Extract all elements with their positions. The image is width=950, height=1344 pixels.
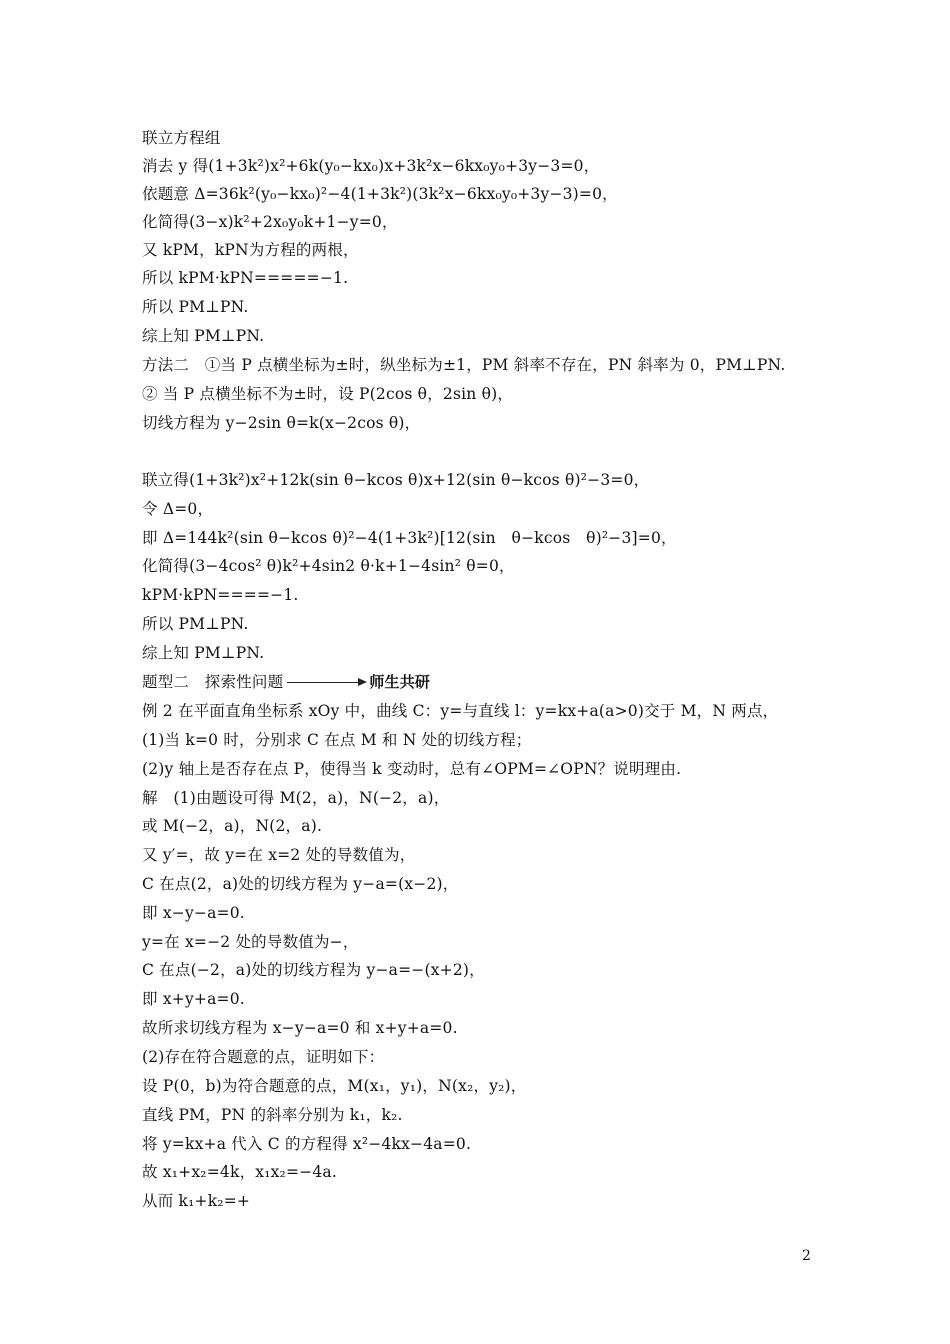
section-heading <box>142 672 430 692</box>
text-line: 方法二 ①当 P 点横坐标为±时，纵坐标为±1，PM 斜率不存在，PN 斜率为 0，PM⊥PN. <box>142 356 786 374</box>
text-line: (1)当 k=0 时，分别求 C 在点 M 和 N 处的切线方程； <box>142 731 532 749</box>
text-line: 故所求切线方程为 x−y−a=0 和 x+y+a=0. <box>142 1019 458 1037</box>
text-line: 又 y′=，故 y=在 x=2 处的导数值为， <box>142 846 416 864</box>
text-line: 所以 kPM·kPN=====−1. <box>142 269 349 287</box>
text-line: 设 P(0，b)为符合题意的点，M(x₁，y₁)，N(x₂，y₂)， <box>142 1077 527 1095</box>
text-line: 综上知 PM⊥PN. <box>142 644 265 662</box>
text-line: 直线 PM，PN 的斜率分别为 k₁，k₂. <box>142 1106 403 1124</box>
text-line: 或 M(−2，a)，N(2，a). <box>142 817 323 835</box>
text-line: 依题意 Δ=36k²(y₀−kx₀)²−4(1+3k²)(3k²x−6kx₀y₀+3y−3)=0， <box>142 185 618 203</box>
text-line: 综上知 PM⊥PN. <box>142 327 265 345</box>
text-line: 解 (1)由题设可得 M(2，a)，N(−2，a)， <box>142 789 450 807</box>
text-line: 例 2 在平面直角坐标系 xOy 中，曲线 C：y=与直线 l：y=kx+a(a>0)交于 M，N 两点， <box>142 702 779 720</box>
text-line: 即 x−y−a=0. <box>142 904 245 922</box>
text-line: 化简得(3−4cos² θ)k²+4sin2 θ·k+1−4sin² θ=0， <box>142 557 515 575</box>
text-line: kPM·kPN====−1. <box>142 586 299 604</box>
section-heading-tag: 师生共研 <box>369 673 431 691</box>
section-heading-title: 题型二 探索性问题 <box>142 673 284 691</box>
arrow-right-icon <box>287 677 367 687</box>
text-line: 即 Δ=144k²(sin θ−kcos θ)²−4(1+3k²)[12(sin θ−kcos θ)²−3]=0， <box>142 529 677 547</box>
text-line: 将 y=kx+a 代入 C 的方程得 x²−4kx−4a=0. <box>142 1135 472 1153</box>
text-line: 从而 k₁+k₂=+ <box>142 1192 251 1210</box>
text-line: 化简得(3−x)k²+2x₀y₀k+1−y=0， <box>142 213 398 231</box>
text-line: y=在 x=−2 处的导数值为−， <box>142 933 359 951</box>
text-line: 所以 PM⊥PN. <box>142 615 249 633</box>
text-line: (2)y 轴上是否存在点 P，使得当 k 变动时，总有∠OPM=∠OPN？说明理由. <box>142 760 682 778</box>
text-line: 联立方程组 <box>142 129 221 147</box>
text-line: C 在点(2，a)处的切线方程为 y−a=(x−2)， <box>142 875 459 893</box>
text-line: ② 当 P 点横坐标不为±时，设 P(2cos θ，2sin θ)， <box>142 385 514 403</box>
page-number: 2 <box>802 1248 811 1264</box>
text-line: (2)存在符合题意的点，证明如下： <box>142 1048 385 1066</box>
text-line: 令 Δ=0， <box>142 500 214 518</box>
text-line: 故 x₁+x₂=4k，x₁x₂=−4a. <box>142 1163 337 1181</box>
text-line: 切线方程为 y−2sin θ=k(x−2cos θ)， <box>142 414 421 432</box>
text-line: 即 x+y+a=0. <box>142 990 245 1008</box>
text-line: 消去 y 得(1+3k²)x²+6k(y₀−kx₀)x+3k²x−6kx₀y₀+3y−3=0， <box>142 157 600 175</box>
text-line: C 在点(−2，a)处的切线方程为 y−a=−(x+2)， <box>142 961 485 979</box>
text-line: 联立得(1+3k²)x²+12k(sin θ−kcos θ)x+12(sin θ−kcos θ)²−3=0， <box>142 471 650 489</box>
text-line: 又 kPM，kPN为方程的两根， <box>142 241 359 259</box>
text-line: 所以 PM⊥PN. <box>142 298 249 316</box>
